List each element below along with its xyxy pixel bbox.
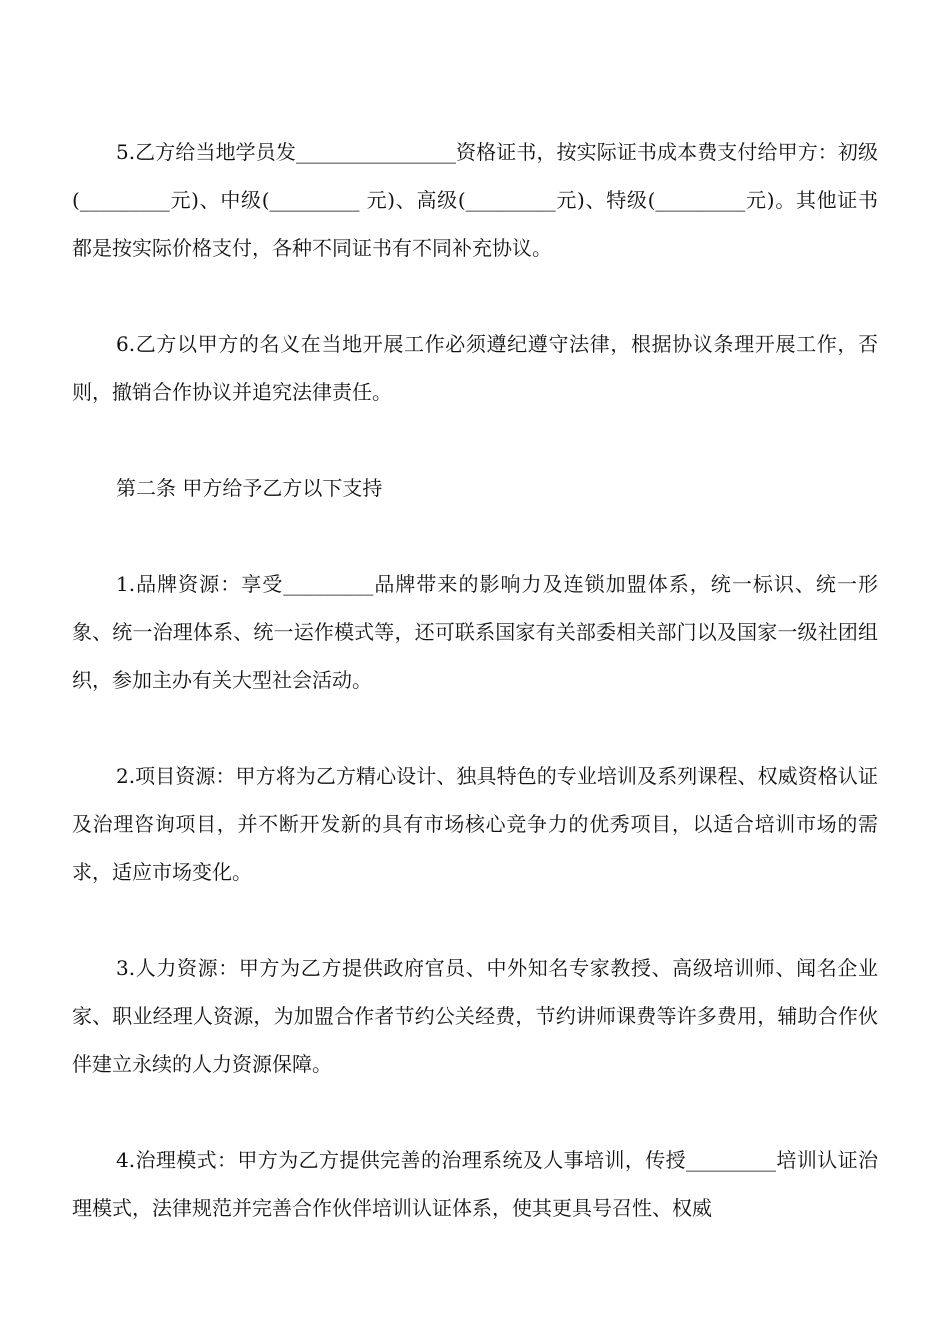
clause-6-legal-compliance: 6.乙方以甲方的名义在当地开展工作必须遵纪遵守法律，根据协议条理开展工作，否则，撤销合作协议并追究法律责任。 [72,332,878,404]
article-2-heading: 第二条 甲方给予乙方以下支持 [116,476,383,500]
support-1-brand-resources: 1.品牌资源：享受_________品牌带来的影响力及连锁加盟体系，统一标识、统一形象、统一治理体系、统一运作模式等，还可联系国家有关部委相关部门以及国家一级社团组织，参加主办有关大型社会活动。 [72,572,878,692]
support-3-human-resources: 3.人力资源：甲方为乙方提供政府官员、中外知名专家教授、高级培训师、闻名企业家、职业经理人资源，为加盟合作者节约公关经费，节约讲师课费等许多费用，辅助合作伙伴建立永续的人力资源保障。 [72,956,878,1076]
document-page [72,128,878,1280]
clause-5-certificates: 5.乙方给当地学员发________________资格证书，按实际证书成本费支付给甲方：初级(_________元)、中级(_________ 元)、高级(_________元)、特级(_________元)。其他证书都是按实际价格支付，各种不同证书有不同补充协议。 [72,140,878,260]
support-4-management-model: 4.治理模式：甲方为乙方提供完善的治理系统及人事培训，传授_________培训认证治理模式，法律规范并完善合作伙伴培训认证体系，使其更具号召性、权威 [72,1148,878,1220]
support-2-project-resources: 2.项目资源：甲方将为乙方精心设计、独具特色的专业培训及系列课程、权威资格认证及治理咨询项目，并不断开发新的具有市场核心竞争力的优秀项目，以适合培训市场的需求，适应市场变化。 [72,764,878,884]
